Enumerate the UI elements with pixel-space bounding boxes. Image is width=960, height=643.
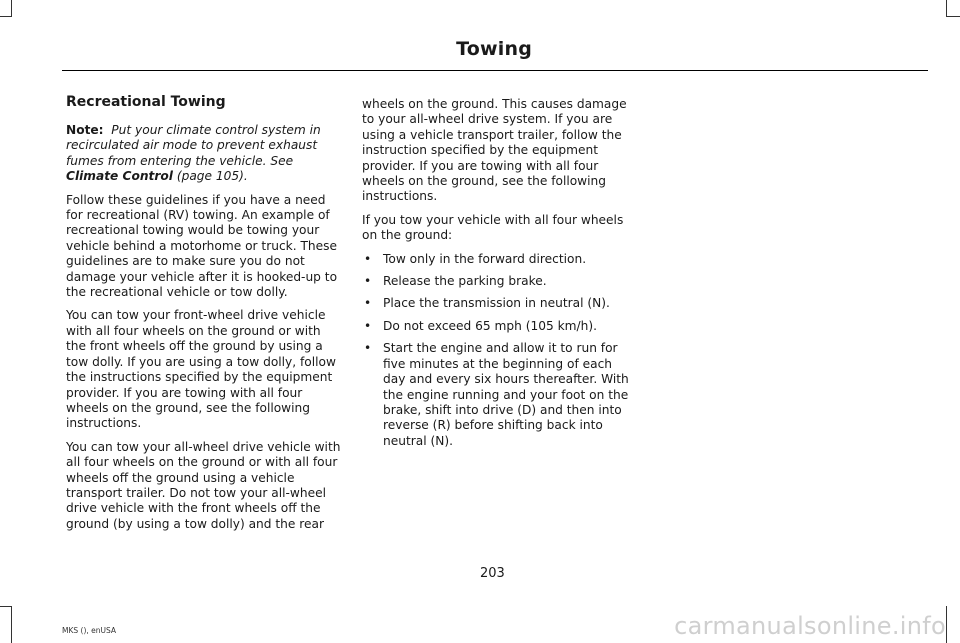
crop-mark-bottom-left-horizontal [0, 606, 12, 607]
crop-mark-top-right-horizontal [946, 16, 960, 17]
note-page-ref: (page 105). [176, 169, 248, 184]
crop-mark-top-left-vertical [11, 0, 12, 16]
bullet-mark: • [364, 341, 372, 356]
bullet-mark: • [364, 274, 372, 289]
list-item [362, 252, 634, 267]
list-item-text: Release the parking brake. [383, 274, 547, 289]
bullet-mark: • [364, 251, 372, 266]
section-heading: Recreational Towing [66, 94, 226, 110]
list-item-text: Place the transmission in neutral (N). [383, 296, 610, 311]
body-paragraph: You can tow your all-wheel drive vehicle with all four wheels on the ground or with all four wheels off the ground using a vehicle transport trailer. Do not tow your all-wheel drive vehicle with the front wheels off the ground (by using a tow dolly) and the rear [66, 439, 341, 531]
list-item-text: Tow only in the forward direction. [383, 251, 587, 266]
body-paragraph: If you tow your vehicle with all four wheels on the ground: [362, 212, 624, 243]
header-rule [62, 70, 928, 71]
left-column [66, 93, 342, 540]
watermark: carmanualsonline.info [674, 612, 946, 640]
list-item-text: Start the engine and allow it to run for five minutes at the beginning of each day and every six hours thereafter. With the engine running and your foot on the brake, shift into drive (D) and then into reverse (R) before shifting back into neutral (N). [383, 341, 629, 448]
bullet-mark: • [364, 318, 372, 333]
note-paragraph [66, 123, 342, 185]
page-number: 203 [480, 566, 505, 581]
page-header-title: Towing [456, 38, 532, 60]
crop-mark-bottom-left-vertical [11, 606, 12, 643]
bullet-list [362, 252, 634, 449]
crop-mark-bottom-right-vertical [946, 606, 947, 643]
list-item [362, 274, 634, 289]
list-item [362, 341, 634, 449]
note-text: Put your climate control system in recirculated air mode to prevent exhaust fumes from entering the vehicle. See [66, 123, 321, 168]
list-item [362, 296, 634, 311]
list-item [362, 319, 634, 334]
crop-mark-top-right-vertical [946, 0, 947, 16]
climate-control-link[interactable]: Climate Control [66, 169, 173, 184]
bullet-mark: • [364, 296, 372, 311]
note-label: Note: [66, 123, 104, 137]
list-item-text: Do not exceed 65 mph (105 km/h). [383, 318, 598, 333]
footer-code: MKS (), enUSA [62, 626, 117, 635]
body-paragraph: You can tow your front-wheel drive vehicle with all four wheels on the ground or with the front wheels off the ground by using a tow dolly. If you are using a tow dolly, follow the instructions specified by the equipment provider. If you are towing with all four wheels on the ground, see the following instructions. [66, 308, 336, 431]
body-paragraph: wheels on the ground. This causes damage to your all-wheel drive system. If you are using a vehicle transport trailer, follow the instruction specified by the equipment provider. If you are towing with all four wheels on the ground, see the following instructions. [362, 97, 627, 204]
crop-mark-top-left-horizontal [0, 16, 12, 17]
right-column [362, 97, 634, 456]
body-paragraph: Follow these guidelines if you have a need for recreational (RV) towing. An example of recreational towing would be towing your vehicle behind a motorhome or truck. These guidelines are to make sure you do not damage your vehicle after it is hooked-up to the recreational vehicle or tow dolly. [66, 192, 338, 300]
